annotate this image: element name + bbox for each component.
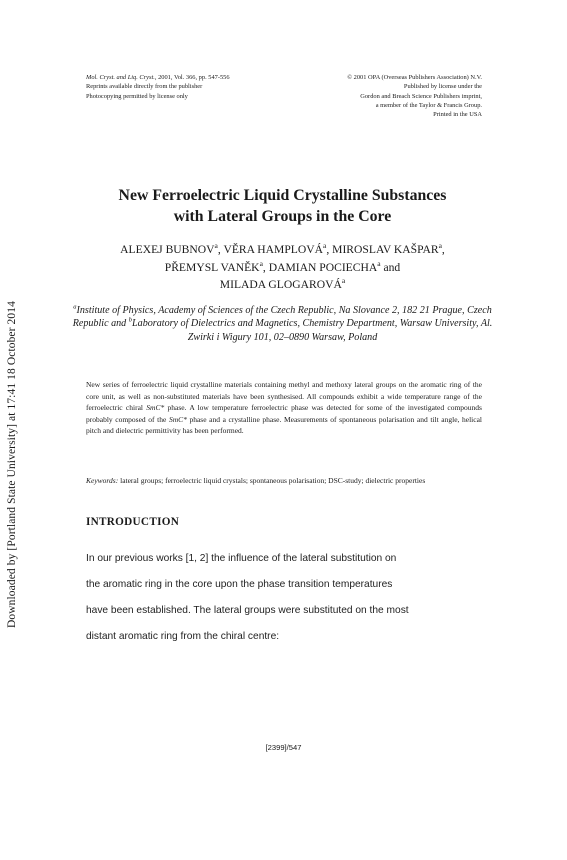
author-separator: , — [262, 260, 269, 274]
author-and: and — [380, 260, 401, 274]
intro-line: In our previous works [1, 2] the influence of the lateral substitution on — [86, 553, 397, 564]
affiliation-b: Laboratory of Dielectrics and Magnetics, Chemistry Department, Warsaw University, Al. Zwirki i Wigury 101, 02–0890 Warsaw, Poland — [132, 318, 493, 343]
keywords-text: lateral groups; ferroelectric liquid crystals; spontaneous polarisation; DSC-study; dielectric properties — [118, 476, 426, 485]
author-name: DAMIAN POCIECHA — [268, 260, 378, 274]
author-line-1 — [60, 241, 505, 259]
author-name: MILADA GLOGAROVÁ — [219, 278, 342, 291]
affil-mark: a — [323, 241, 327, 251]
printed-line: Printed in the USA — [433, 111, 482, 119]
title-line-1: New Ferroelectric Liquid Crystalline Substances — [118, 187, 447, 204]
affil-mark-b: b — [128, 317, 133, 325]
affil-mark-a: a — [73, 303, 77, 311]
phase-symbol: SmC* — [168, 414, 187, 424]
journal-citation: , 2001, Vol. 366, pp. 547-556 — [154, 74, 230, 81]
affil-mark: a — [377, 258, 381, 268]
author-list — [60, 241, 505, 294]
photocopy-line: Photocopying permitted by license only — [86, 92, 188, 100]
abstract — [86, 379, 482, 437]
affil-mark: a — [438, 241, 442, 251]
author-name: VĚRA HAMPLOVÁ — [223, 243, 323, 256]
author-line-3 — [60, 276, 505, 294]
paper-title — [60, 185, 505, 227]
section-heading-introduction: INTRODUCTION — [86, 516, 180, 528]
intro-line: have been established. The lateral groups were substituted on the most — [86, 605, 409, 616]
phase-symbol: SmC* — [146, 403, 165, 413]
affiliations — [60, 304, 505, 344]
affil-mark: a — [259, 258, 263, 268]
author-name: ALEXEJ BUBNOV — [120, 243, 215, 256]
journal-name: Mol. Cryst. and Liq. Cryst. — [86, 74, 155, 81]
abstract-text: New series of ferroelectric liquid crystalline materials containing methyl and methoxy lateral groups on the aromatic ring of the core unit, as well as non-substituted materials have been synthesised. All compounds exhibit a wide temperature range of the ferroelectric chiral — [86, 380, 482, 413]
author-name: MIROSLAV KAŠPAR — [332, 243, 439, 256]
download-watermark: Downloaded by [Portland State University] at 17:41 18 October 2014 — [6, 301, 18, 628]
keywords — [86, 475, 482, 487]
reprints-line: Reprints available directly from the publisher — [86, 83, 203, 91]
author-separator: , — [217, 243, 224, 256]
introduction-body — [86, 546, 482, 650]
abstract-text: phase and a crystalline phase. Measurements of spontaneous polarisation and tilt angle, helical pitch and dielectric permittivity has been performed. — [86, 414, 482, 436]
copyright-line: © 2001 OPA (Overseas Publishers Association) N.V. — [347, 74, 482, 81]
abstract-text: phase. A low temperature ferroelectric phase was detected for some of the investigated compounds probably composed of the — [86, 403, 482, 424]
license-line: Published by license under the — [403, 83, 482, 91]
author-name: PŘEMYSL VANĚK — [164, 260, 260, 274]
affiliation-a: Institute of Physics, Academy of Sciences of the Czech Republic, Na Slovance 2, 182 21 Prague, Czech Republic and — [72, 305, 492, 330]
author-separator: , — [326, 243, 333, 256]
group-line: a member of the Taylor & Francis Group. — [375, 101, 482, 109]
intro-line: distant aromatic ring from the chiral centre: — [86, 631, 280, 642]
journal-header-right — [270, 73, 482, 119]
affil-mark: a — [214, 241, 218, 251]
page-number: [2399]/547 — [265, 743, 302, 752]
affil-mark: a — [341, 276, 346, 286]
author-line-2 — [60, 259, 505, 277]
intro-line: the aromatic ring in the core upon the phase transition temperatures — [86, 579, 393, 590]
title-line-2: with Lateral Groups in the Core — [173, 208, 392, 225]
author-separator: , — [441, 243, 445, 256]
imprint-line: Gordon and Breach Science Publishers imprint, — [360, 92, 482, 100]
keywords-label: Keywords: — [86, 476, 119, 485]
